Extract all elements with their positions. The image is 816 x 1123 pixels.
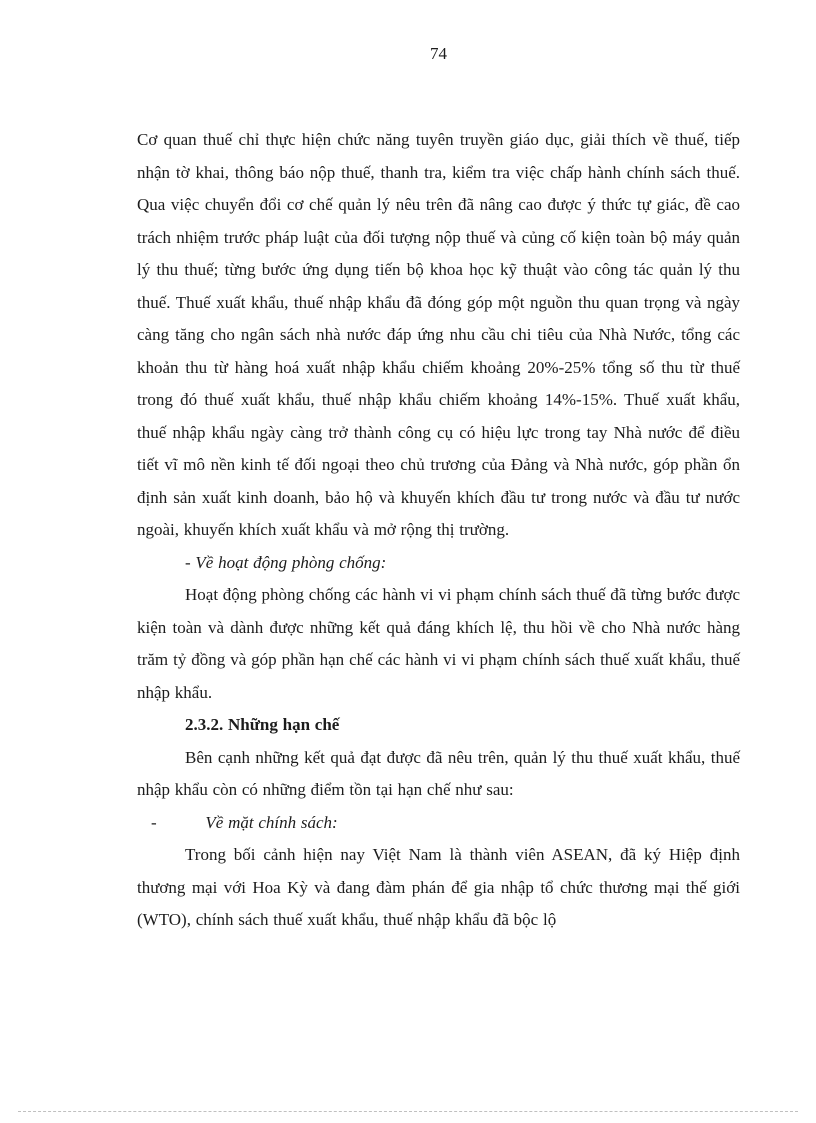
list-label: Về mặt chính sách: — [205, 812, 338, 832]
paragraph-prevention-activities: Hoạt động phòng chống các hành vi vi phạm chính sách thuế đã từng bước được kiện toàn và dành được những kết quả đáng khích lệ, thu hồi về cho Nhà nước hàng trăm tỷ đồng và góp phần hạn chế các hành vi vi phạm chính sách thuế xuất khẩu, thuế nhập khẩu. — [137, 585, 740, 702]
heading-section-2-3-2: 2.3.2. Những hạn chế — [185, 715, 340, 734]
page-number: 74 — [430, 44, 447, 63]
paragraph-limitations-intro: Bên cạnh những kết quả đạt được đã nêu trên, quản lý thu thuế xuất khẩu, thuế nhập khẩu còn có những điểm tồn tại hạn chế như sau: — [137, 747, 740, 799]
list-dash: - — [151, 812, 157, 832]
paragraph-policy-context: Trong bối cảnh hiện nay Việt Nam là thành viên ASEAN, đã ký Hiệp định thương mại với Hoa Kỳ và đang đàm phán để gia nhập tổ chức thương mại thế giới (WTO), chính sách thuế xuất khẩu, thuế nhập khẩu đã bộc lộ — [137, 845, 740, 929]
document-content — [137, 124, 740, 937]
heading-prevention-activities: - Về hoạt động phòng chống: — [185, 552, 387, 572]
paragraph-tax-authority-overview: Cơ quan thuế chỉ thực hiện chức năng tuyên truyền giáo dục, giải thích về thuế, tiếp nhận tờ khai, thông báo nộp thuế, thanh tra, kiểm tra việc chấp hành chính sách thuế. Qua việc chuyển đổi cơ chế quản lý nêu trên đã nâng cao được ý thức tự giác, đề cao trách nhiệm trước pháp luật của đối tượng nộp thuế và củng cố kiện toàn bộ máy quản lý thu thuế; từng bước ứng dụng tiến bộ khoa học kỹ thuật vào công tác quản lý thu thuế. Thuế xuất khẩu, thuế nhập khẩu đã đóng góp một nguồn thu quan trọng và ngày càng tăng cho ngân sách nhà nước đáp ứng nhu cầu chi tiêu của Nhà Nước, tổng các khoản thu từ hàng hoá xuất nhập khẩu chiếm khoảng 20%-25% tổng số thu từ thuế trong đó thuế xuất khẩu, thuế nhập khẩu chiếm khoảng 14%-15%. Thuế xuất khẩu, thuế nhập khẩu ngày càng trở thành công cụ có hiệu lực trong tay Nhà nước để điều tiết vĩ mô nền kinh tế đối ngoại theo chủ trương của Đảng và Nhà nước, góp phần ổn định sản xuất kinh doanh, bảo hộ và khuyến khích đầu tư trong nước và đầu tư nước ngoài, khuyến khích xuất khẩu và mở rộng thị trường. — [137, 130, 740, 539]
page-bottom-divider — [18, 1111, 798, 1112]
heading-policy-aspect — [137, 807, 740, 840]
